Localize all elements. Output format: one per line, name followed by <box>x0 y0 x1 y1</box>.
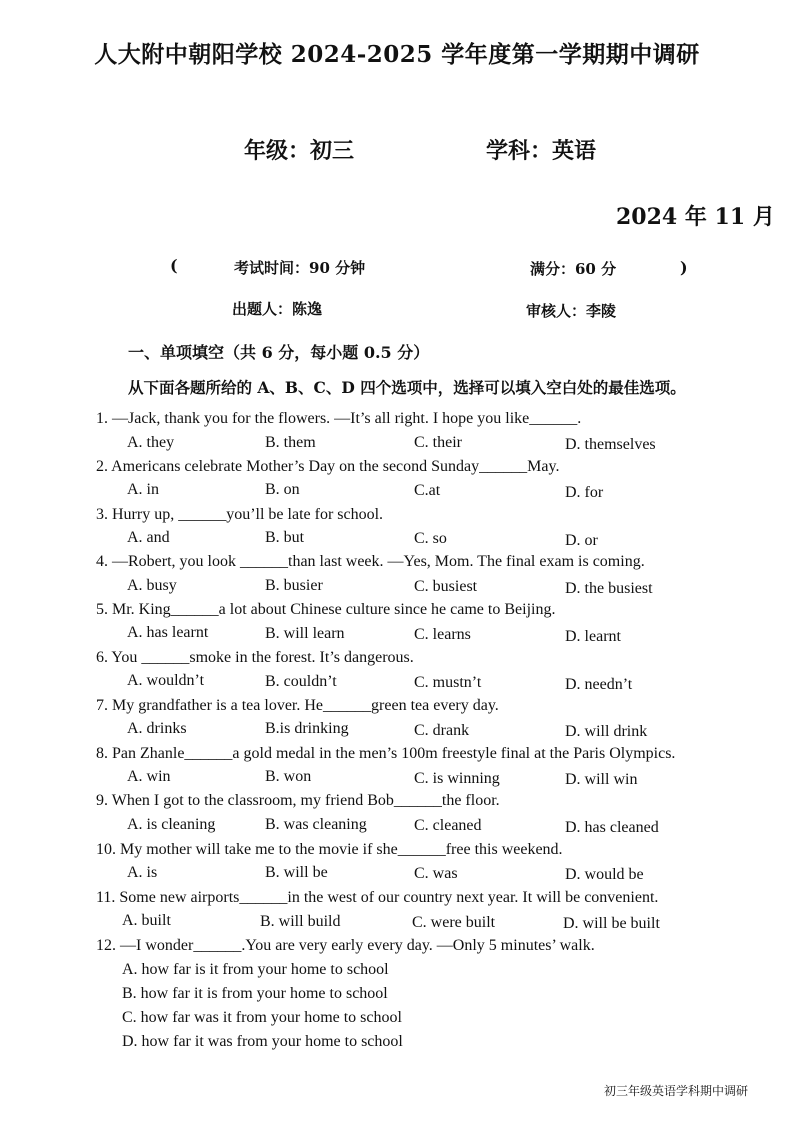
full-score: 满分：60 分 <box>530 260 617 278</box>
option-b: B. will build <box>260 913 341 930</box>
subject-label: 学科：英语 <box>486 138 597 164</box>
option-d: D. would be <box>565 866 644 883</box>
option-b: B. how far it is from your home to school <box>122 985 388 1002</box>
option-a: A. and <box>127 529 170 546</box>
option-a: A. is cleaning <box>127 816 216 833</box>
exam-title: 人大附中朝阳学校 2024-2025 学年度第一学期期中调研 <box>94 41 700 68</box>
option-a: A. how far is it from your home to school <box>122 961 389 978</box>
option-a: A. drinks <box>127 720 187 737</box>
option-c: C. mustn’t <box>414 674 482 691</box>
question-stem: 9. When I got to the classroom, my friend Bob______the floor. <box>96 792 500 809</box>
option-c: C. was <box>414 865 458 882</box>
option-d: D. will win <box>565 771 638 788</box>
option-c: C. cleaned <box>414 817 482 834</box>
page-footer: 初三年级英语学科期中调研 <box>604 1084 749 1098</box>
option-c: C. were built <box>412 914 496 931</box>
option-b: B.is drinking <box>265 720 349 737</box>
section-instruction: 从下面各题所给的 A、B、C、D 四个选项中，选择可以填入空白处的最佳选项。 <box>128 378 686 397</box>
option-a: A. has learnt <box>127 624 209 641</box>
option-c: C. is winning <box>414 770 500 787</box>
paren-open: ( <box>170 256 178 275</box>
option-b: B. will be <box>265 864 328 881</box>
option-a: A. is <box>127 864 158 881</box>
question-stem: 5. Mr. King______a lot about Chinese culture since he came to Beijing. <box>96 601 556 618</box>
question-stem: 6. You ______smoke in the forest. It’s dangerous. <box>96 649 414 666</box>
grade-label: 年级：初三 <box>244 138 355 164</box>
option-c: C. how far was it from your home to school <box>122 1009 402 1026</box>
option-a: A. they <box>127 434 175 451</box>
option-a: A. built <box>122 912 171 929</box>
option-c: C. busiest <box>414 578 478 595</box>
question-stem: 10. My mother will take me to the movie if she______free this weekend. <box>96 841 563 858</box>
option-a: A. win <box>127 768 171 785</box>
exam-time: 考试时间：90 分钟 <box>234 259 366 277</box>
option-b: B. but <box>265 529 305 546</box>
option-b: B. on <box>265 481 300 498</box>
option-a: A. in <box>127 481 159 498</box>
paren-close: ) <box>680 258 688 277</box>
option-c: C. drank <box>414 722 470 739</box>
option-d: D. needn’t <box>565 676 633 693</box>
option-d: D. the busiest <box>565 580 653 597</box>
option-d: D. or <box>565 532 598 549</box>
option-b: B. won <box>265 768 312 785</box>
option-b: B. will learn <box>265 625 345 642</box>
option-c: C. learns <box>414 626 471 643</box>
question-stem: 8. Pan Zhanle______a gold medal in the men’s 100m freestyle final at the Paris Olympics. <box>96 745 676 762</box>
option-d: D. will drink <box>565 723 648 740</box>
exam-date: 2024 年 11 月 <box>616 204 775 230</box>
question-stem: 4. —Robert, you look ______than last week. —Yes, Mom. The final exam is coming. <box>96 553 645 570</box>
question-stem: 1. —Jack, thank you for the flowers. —It’s all right. I hope you like______. <box>96 410 582 427</box>
question-stem: 3. Hurry up, ______you’ll be late for school. <box>96 506 384 523</box>
section-heading: 一、单项填空（共 6 分，每小题 0.5 分） <box>128 343 430 362</box>
option-b: B. busier <box>265 577 323 594</box>
option-b: B. couldn’t <box>265 673 337 690</box>
reviewer-label: 审核人：李陵 <box>526 302 617 320</box>
option-d: D. will be built <box>563 915 660 932</box>
option-a: A. busy <box>127 577 177 594</box>
question-stem: 11. Some new airports______in the west of our country next year. It will be convenient. <box>96 889 659 906</box>
option-d: D. has cleaned <box>565 819 659 836</box>
question-stem: 2. Americans celebrate Mother’s Day on the second Sunday______May. <box>96 458 560 475</box>
question-stem: 12. —I wonder______.You are very early every day. —Only 5 minutes’ walk. <box>96 937 595 954</box>
option-a: A. wouldn’t <box>127 672 205 689</box>
option-c: C.at <box>414 482 441 499</box>
question-stem: 7. My grandfather is a tea lover. He______green tea every day. <box>96 697 499 714</box>
option-c: C. so <box>414 530 447 547</box>
option-b: B. was cleaning <box>265 816 367 833</box>
option-d: D. how far it was from your home to school <box>122 1033 403 1050</box>
option-d: D. for <box>565 484 604 501</box>
author-label: 出题人：陈逸 <box>232 300 323 318</box>
option-c: C. their <box>414 434 462 451</box>
option-d: D. learnt <box>565 628 621 645</box>
option-b: B. them <box>265 434 316 451</box>
option-d: D. themselves <box>565 436 656 453</box>
